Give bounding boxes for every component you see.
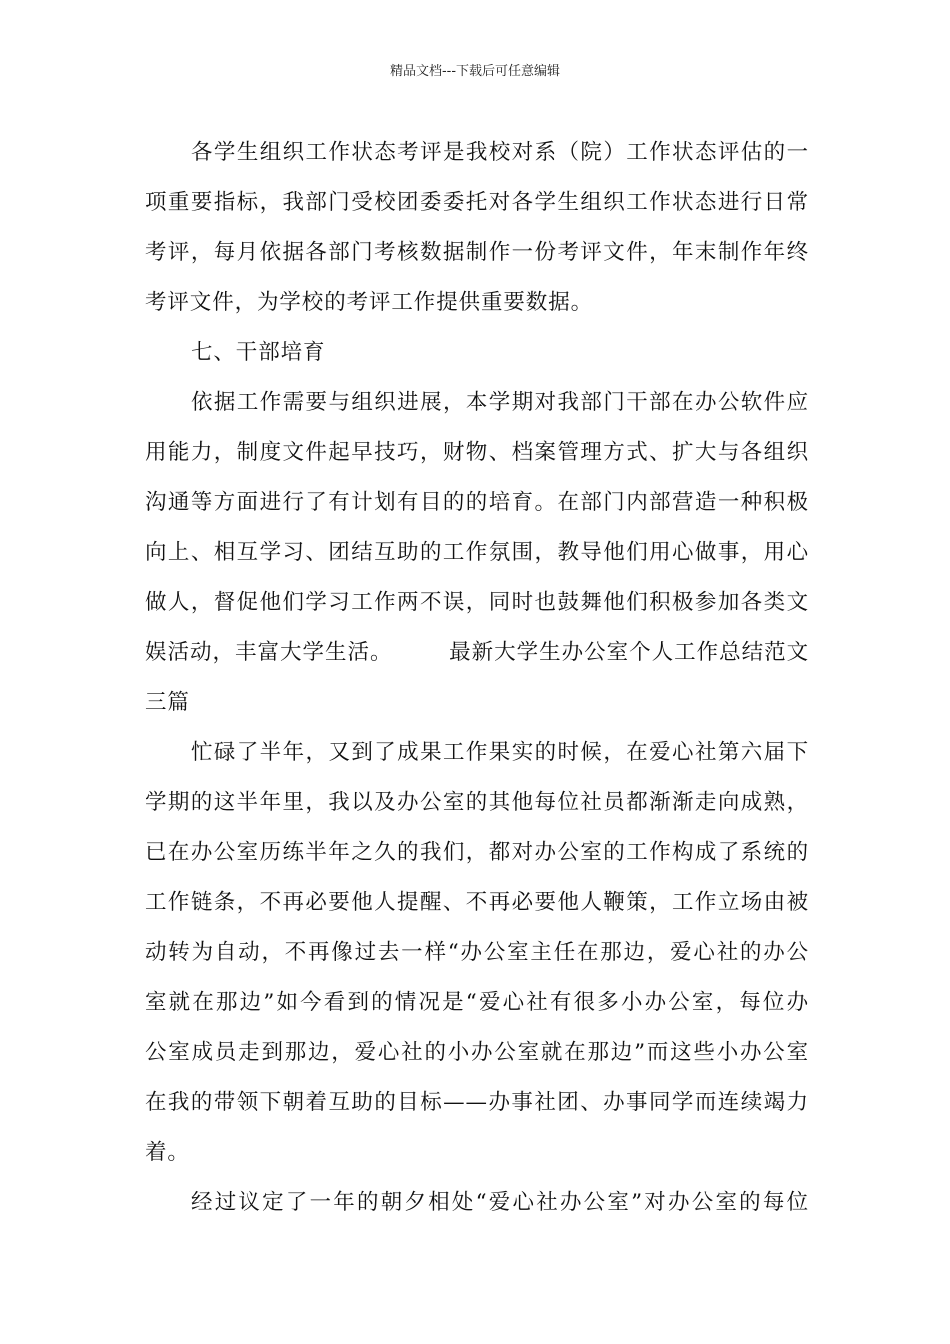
text-line: 娱活动，丰富大学生活。 最新大学生办公室个人工作总结范文: [145, 640, 809, 665]
paragraph-one-year-together: [145, 1178, 809, 1228]
document-body: [145, 128, 809, 1228]
text-line: 经过议定了一年的朝夕相处“爱心社办公室”对办公室的每位: [191, 1190, 809, 1215]
text-line: 做人，督促他们学习工作两不误，同时也鼓舞他们积极参加各类文: [145, 590, 809, 615]
text-line: 沟通等方面进行了有计划有目的的培育。在部门内部营造一种积极: [145, 490, 809, 515]
text-line: 各学生组织工作状态考评是我校对系（院）工作状态评估的一: [191, 140, 809, 165]
text-line: 学期的这半年里，我以及办公室的其他每位社员都渐渐走向成熟，: [145, 790, 809, 815]
text-line: 室就在那边”如今看到的情况是“爱心社有很多小办公室，每位办: [145, 990, 809, 1015]
text-line: 用能力，制度文件起早技巧，财物、档案管理方式、扩大与各组织: [145, 440, 809, 465]
text-line: 三篇: [145, 690, 190, 715]
text-line: 工作链条，不再必要他人提醒、不再必要他人鞭策，工作立场由被: [145, 890, 809, 915]
text-line: 依据工作需要与组织进展，本学期对我部门干部在办公软件应: [191, 390, 809, 415]
section-heading: 七、干部培育: [191, 340, 326, 365]
section-heading-cadre-training: [145, 328, 809, 378]
text-line: 着。: [145, 1140, 190, 1165]
text-line: 项重要指标，我部门受校团委委托对各学生组织工作状态进行日常: [145, 190, 809, 215]
text-line: 考评，每月依据各部门考核数据制作一份考评文件，年末制作年终: [145, 240, 809, 265]
paragraph-love-society-office: [145, 728, 809, 1178]
text-line: 已在办公室历练半年之久的我们，都对办公室的工作构成了系统的: [145, 840, 809, 865]
text-line: 公室成员走到那边，爱心社的小办公室就在那边”而这些小办公室: [145, 1040, 809, 1065]
paragraph-student-org-evaluation: [145, 128, 809, 328]
text-line: 考评文件，为学校的考评工作提供重要数据。: [145, 290, 594, 315]
text-line: 向上、相互学习、团结互助的工作氛围，教导他们用心做事，用心: [145, 540, 809, 565]
text-line: 忙碌了半年，又到了成果工作果实的时候，在爱心社第六届下: [191, 740, 809, 765]
paragraph-cadre-training: [145, 378, 809, 728]
text-line: 在我的带领下朝着互助的目标——办事社团、办事同学而连续竭力: [145, 1090, 809, 1115]
text-line: 动转为自动，不再像过去一样“办公室主任在那边，爱心社的办公: [145, 940, 809, 965]
page-header: 精品文档---下载后可任意编辑: [389, 64, 561, 79]
